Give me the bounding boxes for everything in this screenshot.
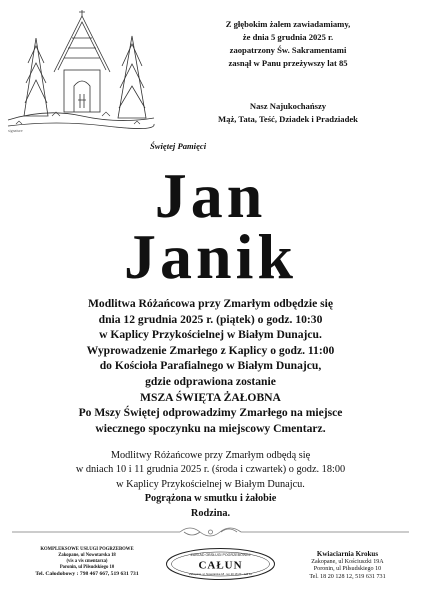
detail-line: MSZA ŚWIĘTA ŻAŁOBNA [140, 390, 281, 404]
detail-line: Wyprowadzenie Zmarłego z Kaplicy o godz. 11:00 [86, 343, 335, 357]
funeral-home-line: (vis a vis cmentarza) [66, 559, 108, 565]
florist-phone: Tel. 18 20 128 12, 519 631 731 [309, 573, 386, 580]
intro-line: zasnął w Panu przeżywszy lat 85 [228, 58, 348, 69]
mourners-signature [0, 492, 421, 521]
rosary-details [0, 449, 421, 492]
funeral-home-line: Poronin, ul Piłsudskiego 10 [59, 565, 115, 571]
rosary-line: Modlitwy Różańcowe przy Zmarłym odbędą się [110, 450, 311, 461]
funeral-details [0, 296, 421, 436]
announcement-intro [168, 18, 408, 70]
rosary-line: w dniach 10 i 11 grudnia 2025 r. (środa i czwartek) o godz. 18:00 [75, 464, 346, 476]
intro-line: Z głębokim żalem zawiadamiamy, [225, 19, 351, 29]
funeral-home-line: Zakopane, ul Nowotarska 18 [58, 553, 116, 559]
detail-line: wiecznego spoczynku na miejscowy Cmentarz. [95, 421, 326, 435]
wayside-shrine-illustration [6, 8, 156, 133]
family-line: Mąż, Tata, Teść, Dziadek i Pradziadek [218, 114, 358, 125]
calun-logo [164, 547, 277, 581]
detail-line: gdzie odprawiona zostanie [145, 374, 276, 388]
florist-title: Kwiaciarnia Krokus [316, 550, 379, 558]
logo-top-text: ZAKŁAD OBSŁUGI POGRZEBOWEJ [190, 553, 251, 557]
detail-line: w Kaplicy Przykościelnej w Białym Dunajcu. [99, 328, 322, 342]
logo-name: CAŁUN [198, 559, 243, 572]
detail-line: Po Mszy Świętej odprowadzimy Zmarłego na miejsce [78, 406, 343, 420]
intro-line: zaopatrzony Św. Sakramentami [229, 45, 347, 56]
deceased-last-name: Janik [124, 221, 297, 292]
rosary-line: w Kaplicy Przykościelnej w Białym Dunajcu. [116, 478, 305, 490]
funeral-home-title: KOMPLEKSOWE USŁUGI POGRZEBOWE [40, 547, 134, 552]
mourn-line: Rodzina. [190, 507, 231, 519]
ornamental-divider [12, 522, 409, 542]
florist-info [284, 551, 411, 581]
memory-label: Świętej Pamięci [150, 141, 207, 151]
detail-line: Modlitwa Różańcowa przy Zmarłym odbędzie się [87, 297, 334, 310]
mourn-line: Pogrążona w smutku i żałobie [144, 493, 277, 504]
funeral-home-phone: Tel. Całodobowy : 798 467 667, 519 631 731 [35, 571, 139, 578]
detail-line: do Kościoła Parafialnego w Białym Dunajcu, [99, 359, 322, 373]
intro-line: że dnia 5 grudnia 2025 r. [242, 32, 334, 43]
florist-line: Zakopane, ul Kościuszki 19A [311, 558, 384, 565]
detail-line: dnia 12 grudnia 2025 r. (piątek) o godz. 10:30 [98, 312, 323, 326]
svg-text:signature: signature [8, 128, 23, 133]
deceased-first-name: Jan [154, 160, 267, 231]
family-line: Nasz Najukochańszy [249, 101, 327, 111]
funeral-home-info [12, 547, 162, 577]
florist-line: Poronin, ul Piłsudskiego 10 [313, 566, 382, 573]
family-relations [168, 100, 408, 126]
logo-bottom-text: Zakopane, ul. Nowotarska 18 · tel. 20 18 20 · 128 12 [189, 573, 252, 576]
